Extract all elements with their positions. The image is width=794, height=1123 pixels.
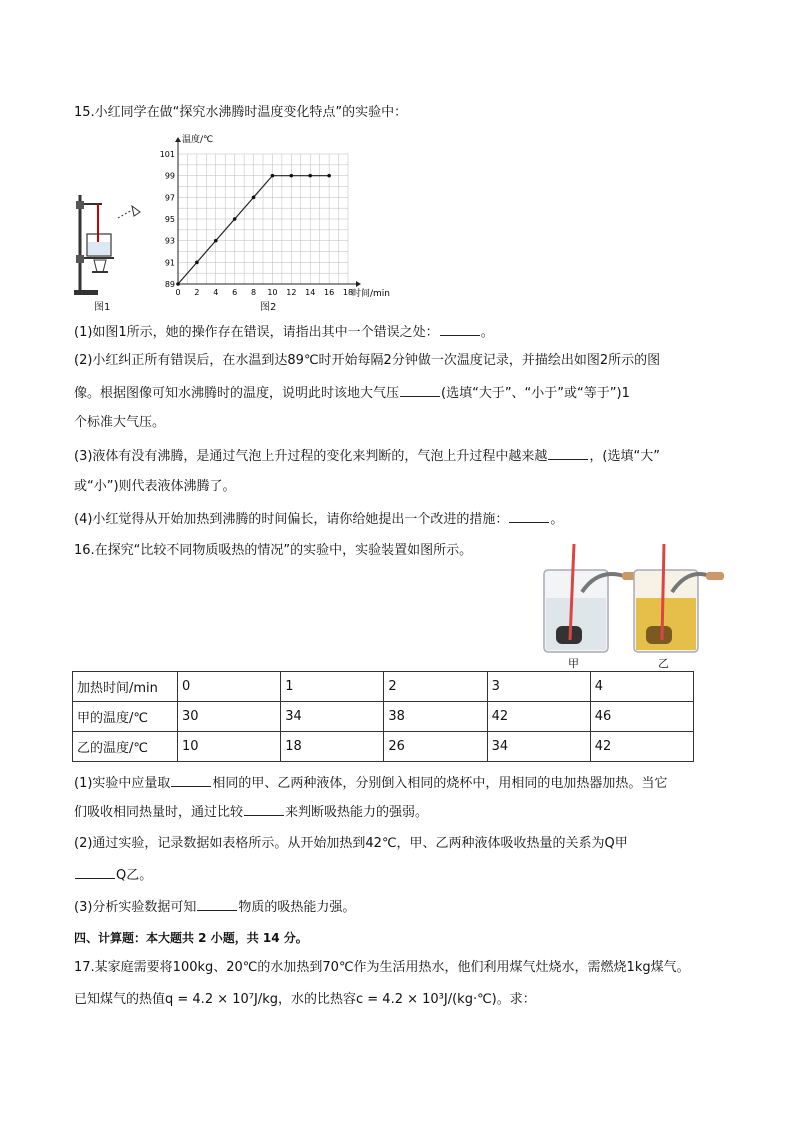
beakers-photo [538, 540, 728, 668]
table-cell: 46 [590, 702, 693, 732]
table-row-header: 甲的温度/℃ [73, 702, 178, 732]
q15-title: 15.小红同学在做“探究水沸腾时温度变化特点”的实验中： [74, 105, 408, 120]
table-cell: 38 [384, 702, 487, 732]
q15-part1: (1)如图1所示，她的操作存在错误，请指出其中一个错误之处： 。 [74, 325, 494, 340]
table-row [73, 702, 694, 732]
answer-blank[interactable] [509, 510, 549, 523]
figure-1-caption: 图1 [94, 302, 111, 313]
x-axis-arrow [356, 281, 361, 287]
table-cell: 3 [487, 672, 590, 702]
chart-ticks [160, 150, 353, 297]
table-cell: 4 [590, 672, 693, 702]
x-tick-label: 0 [175, 288, 181, 297]
table-cell: 30 [178, 702, 281, 732]
answer-blank[interactable] [548, 447, 588, 460]
q17-line2: 已知煤气的热值q = 4.2 × 10⁷J/kg，水的比热容c = 4.2 × 10³J/(kg·℃)。求： [74, 992, 536, 1007]
q15-part2-line3: 个标准大气压。 [74, 415, 166, 430]
table-cell: 0 [178, 672, 281, 702]
x-axis-label: 时间/min [352, 289, 391, 299]
data-point [271, 174, 275, 178]
data-point [290, 174, 294, 178]
table-cell: 26 [384, 732, 487, 762]
figure-2-caption: 图2 [260, 302, 277, 313]
y-axis-arrow [175, 137, 181, 142]
figure-1-apparatus [70, 190, 150, 315]
q15-part2-line2: 像。根据图像可知水沸腾时的温度，说明此时该地大气压 (选填“大于”、“小于”或“等于”)1 [74, 386, 630, 401]
figure-2-chart [160, 130, 410, 305]
table-cell: 10 [178, 732, 281, 762]
q15-part2-line1: (2)小红纠正所有错误后，在水温到达89℃时开始每隔2分钟做一次温度记录，并描绘出如图2所示的图 [74, 353, 661, 368]
q15-part4: (4)小红觉得从开始加热到沸腾的时间偏长，请你给她提出一个改进的措施： 。 [74, 512, 564, 527]
q16-part1-line1: (1)实验中应量取 相同的甲、乙两种液体，分别倒入相同的烧杯中，用相同的电加热器加热。当它 [74, 776, 668, 791]
q15-part3-line2: 或“小”)则代表液体沸腾了。 [74, 479, 236, 494]
data-point [233, 217, 237, 221]
q16-part2-line1: (2)通过实验，记录数据如表格所示。从开始加热到42℃，甲、乙两种液体吸收热量的关系为Q甲 [74, 836, 628, 851]
y-tick-label: 93 [164, 236, 175, 246]
x-tick-label: 18 [342, 288, 354, 297]
x-tick-label: 12 [286, 288, 297, 297]
x-tick-label: 10 [267, 288, 278, 297]
x-tick-label: 16 [324, 288, 335, 297]
table-cell: 42 [590, 732, 693, 762]
data-point [327, 174, 331, 178]
table-row-header: 乙的温度/℃ [73, 732, 178, 762]
y-tick-label: 99 [164, 171, 175, 181]
data-point [176, 282, 180, 286]
q16-part3: (3)分析实验数据可知 物质的吸热能力强。 [74, 900, 356, 915]
answer-blank[interactable] [400, 384, 440, 397]
x-tick-label: 4 [213, 288, 219, 297]
x-tick-label: 14 [305, 288, 316, 297]
table-cell: 42 [487, 702, 590, 732]
answer-blank[interactable] [171, 774, 211, 787]
x-tick-label: 6 [232, 288, 238, 297]
data-point [252, 196, 256, 200]
section-4-title: 四、计算题：本大题共 2 小题，共 14 分。 [74, 931, 308, 945]
table-cell: 34 [487, 732, 590, 762]
chart-grid [178, 154, 348, 284]
y-axis-label: 温度/℃ [182, 135, 214, 145]
table-row [73, 672, 694, 702]
y-tick-label: 97 [164, 193, 175, 203]
beaker-label-yi: 乙 [658, 657, 669, 670]
q16-title: 16.在探究“比较不同物质吸热的情况”的实验中，实验装置如图所示。 [74, 543, 473, 558]
data-point [214, 239, 218, 243]
answer-blank[interactable] [75, 866, 115, 879]
beaker-label-jia: 甲 [568, 657, 579, 670]
x-tick-label: 8 [251, 288, 257, 297]
table-cell: 34 [281, 702, 384, 732]
q17-line1: 17.某家庭需要将100kg、20℃的水加热到70℃作为生活用热水，他们利用煤气灶烧水，需燃烧1kg煤气。 [74, 960, 690, 975]
table-cell: 1 [281, 672, 384, 702]
chart-axes [175, 137, 361, 287]
y-tick-label: 101 [160, 150, 175, 159]
q16-part2-line2: Q乙。 [74, 866, 152, 885]
data-point [308, 174, 312, 178]
table-row [73, 732, 694, 762]
y-tick-label: 95 [164, 215, 175, 224]
table-cell: 18 [281, 732, 384, 762]
q15-part3-line1: (3)液体有没有沸腾，是通过气泡上升过程的变化来判断的，气泡上升过程中越来越 ，(选填“大” [74, 449, 660, 464]
data-point [195, 261, 199, 265]
data-table [72, 671, 694, 762]
q16-part1-line2: 们吸收相同热量时，通过比较 来判断吸热能力的强弱。 [74, 805, 429, 820]
y-tick-label: 91 [164, 258, 175, 268]
answer-blank[interactable] [197, 898, 237, 911]
table-cell: 2 [384, 672, 487, 702]
x-tick-label: 2 [194, 288, 200, 297]
answer-blank[interactable] [244, 803, 284, 816]
y-tick-label: 89 [164, 280, 175, 289]
answer-blank[interactable] [440, 323, 480, 336]
table-row-header: 加热时间/min [73, 672, 178, 702]
